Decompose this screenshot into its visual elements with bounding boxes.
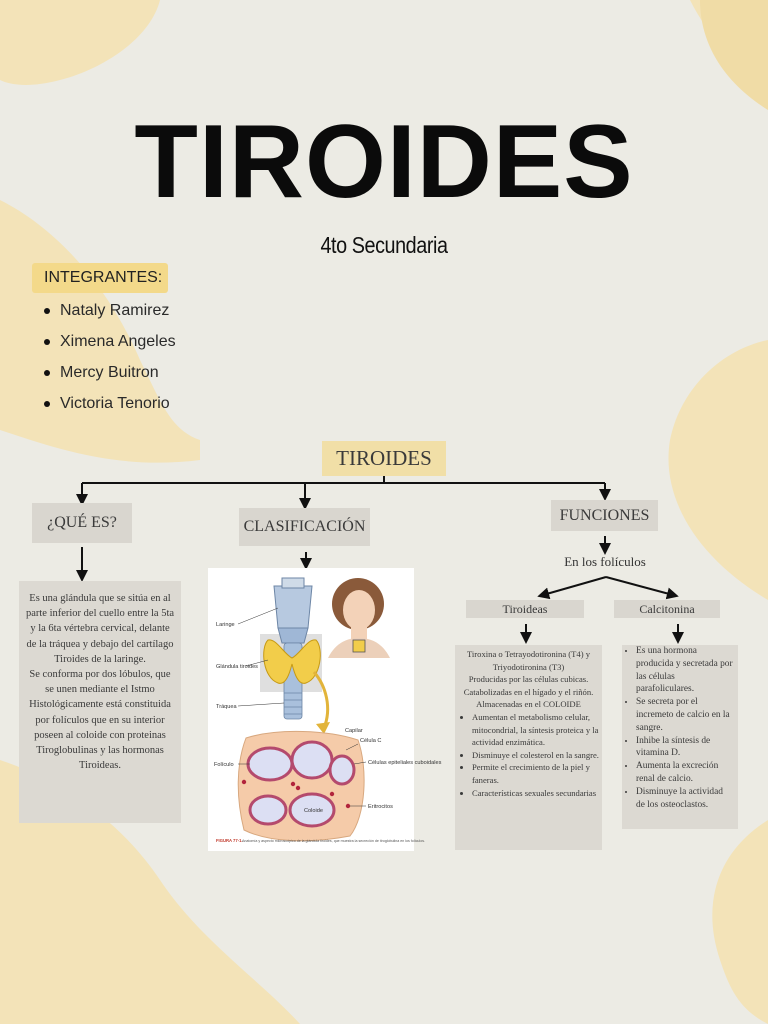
label-foliculo: Folículo — [214, 762, 234, 768]
list-item: • Disminuye el colesterol en la sangre. — [472, 749, 599, 762]
calcitonina-node: Calcitonina — [614, 600, 720, 618]
member-item: Ximena Angeles — [44, 329, 176, 360]
list-item: • Permite el crecimiento de la piel y faneras. — [472, 761, 599, 786]
foliculos-label: En los folículos — [564, 554, 646, 569]
label-celulas-epiteliales: Células epiteliales cuboidales — [368, 760, 442, 766]
tiroideas-intro: Catabolizadas en el hígado y el riñón. — [463, 686, 594, 697]
label-glandula: Glándula tiroides — [216, 664, 258, 670]
tiroideas-intro: Tiroxina o Tetrayodotironina (T4) y Triyodotironina (T3) — [466, 649, 591, 672]
list-item: • Aumentan el metabolismo celular, mitocondrial, la síntesis proteica y la actividad enzimática. — [472, 711, 599, 749]
label-celula-c: Célula C — [360, 738, 382, 744]
tiroideas-node: Tiroideas — [466, 600, 584, 618]
page-title: TIROIDES — [134, 104, 634, 220]
figure-caption: Anatomía y aspecto microscópico de la glándula tiroides, que muestra la secreción de tiroglobulina en los folículos. — [242, 839, 425, 843]
list-item: • Aumenta la excreción renal de calcio. — [636, 760, 734, 786]
member-item: Victoria Tenorio — [44, 391, 176, 422]
description-paragraph: Histológicamente está constituida por folículos que en su interior poseen al coloide con proteinas Tiroglobulinas y las hormonas Tiroideas. — [29, 699, 171, 772]
que-es-description — [19, 581, 181, 823]
description-paragraph: Es una glándula que se sitúa en al parte inferior del cuello entre la 5ta y la 6ta vértebra cervical, delante de la tráquea y debajo del cartílago Tiroides de la laringe. — [25, 593, 175, 665]
label-traquea: Tráquea — [216, 704, 237, 710]
label-capilar: Capilar — [345, 728, 363, 734]
list-item: • Es una hormona producida y secretada por las células parafoliculares. — [636, 645, 734, 696]
member-item: Nataly Ramirez — [44, 298, 176, 329]
member-item: Mercy Buitron — [44, 360, 176, 391]
calcitonina-list — [622, 645, 734, 811]
list-item: • Se secreta por el incremeto de calcio en la sangre. — [636, 696, 734, 734]
list-item: • Características sexuales secundarias — [472, 787, 599, 800]
list-item: • Disminuye la actividad de los osteoclastos. — [636, 786, 734, 812]
tiroideas-description — [455, 645, 602, 850]
page-subtitle: 4to Secundaria — [320, 232, 448, 258]
tiroideas-intro: Almacenadas en el COLOIDE — [476, 699, 581, 710]
funciones-node: FUNCIONES — [551, 500, 658, 531]
team-label: INTEGRANTES: — [32, 263, 168, 293]
calcitonina-description — [622, 645, 738, 829]
list-item: • Inhibe la síntesis de vitamina D. — [636, 735, 734, 761]
member-list — [44, 298, 176, 422]
root-node: TIROIDES — [322, 441, 446, 476]
label-coloide: Coloide — [304, 808, 323, 814]
blob-top-right-curve — [700, 0, 768, 110]
blob-right-mid — [668, 340, 768, 600]
que-es-node: ¿QUÉ ES? — [32, 503, 132, 543]
thyroid-anatomy-figure — [208, 568, 442, 851]
thyroid-illustration — [208, 568, 442, 851]
description-paragraph: Se conforma por dos lóbulos, que se unen mediante el Istmo — [29, 669, 171, 696]
blob-top-left — [0, 0, 160, 85]
tiroideas-intro: Producidas por las células cubicas. — [468, 674, 589, 685]
tiroideas-list — [458, 711, 599, 799]
label-eritrocitos: Eritrocitos — [368, 804, 393, 810]
label-laringe: Laringe — [216, 622, 235, 628]
blob-bottom-right — [712, 820, 768, 1024]
clasificacion-node: CLASIFICACIÓN — [239, 508, 370, 546]
figure-caption-label: FIGURA 77-1. — [216, 838, 243, 843]
